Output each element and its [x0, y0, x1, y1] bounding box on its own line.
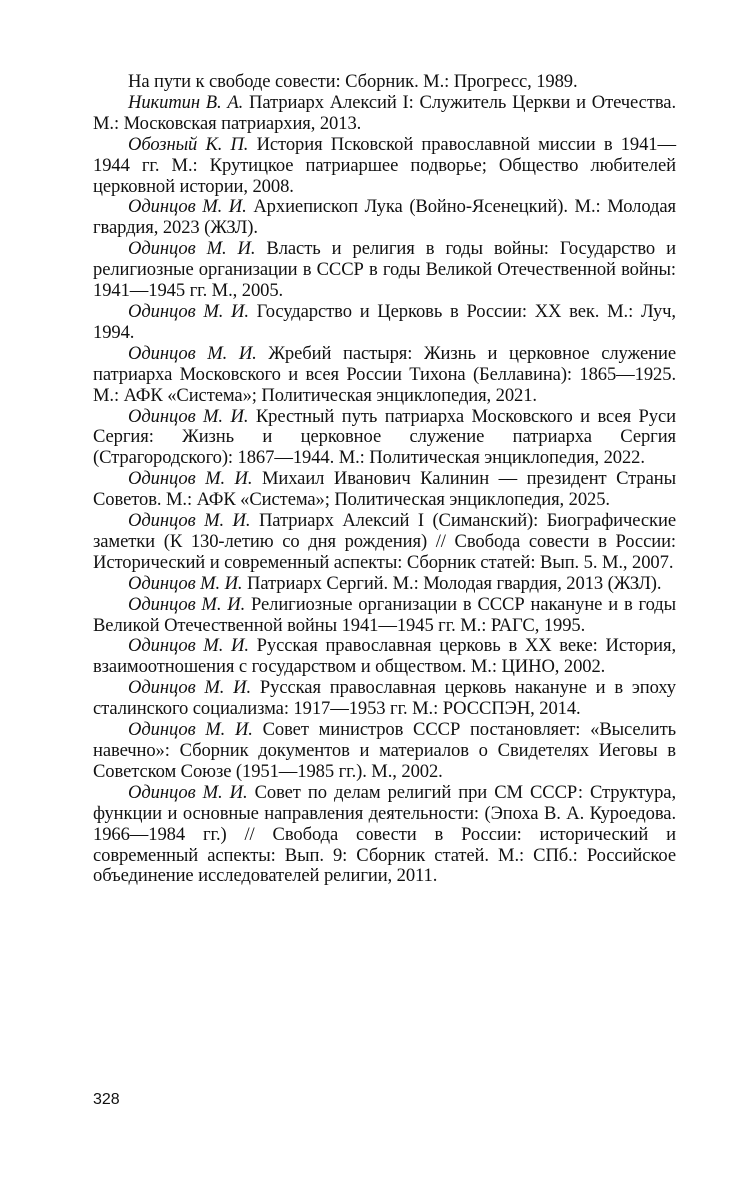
- page-number: 328: [93, 1091, 120, 1108]
- entry-author: Одинцов М. И.: [128, 510, 251, 532]
- entry-author: Одинцов М. И.: [128, 238, 256, 260]
- bibliography-entry: [93, 239, 676, 302]
- bibliography-entry: [93, 344, 676, 407]
- entry-text: Жребий пастыря: Жизнь и церковное служение патриарха Московского и всея России Тихона (Беллавина): 1865—1925. М.: АФК «Система»; Политическая энциклопедия, 2021.: [93, 342, 676, 406]
- entry-text: Патриарх Сергий. М.: Молодая гвардия, 2013 (ЖЗЛ).: [242, 572, 662, 594]
- bibliography-entry: [93, 93, 676, 135]
- entry-author: Одинцов М. И.: [128, 196, 247, 218]
- entry-author: Одинцов М. И.: [128, 635, 249, 657]
- bibliography-entry: [93, 636, 676, 678]
- entry-author: Одинцов М. И.: [128, 300, 249, 322]
- entry-text: Русская православная церковь накануне и в эпоху сталинского социализма: 1917—1953 гг. М.: РОССПЭН, 2014.: [93, 677, 676, 720]
- bibliography-entry: [93, 469, 676, 511]
- entry-text: Патриарх Алексий I: Служитель Церкви и Отечества. М.: Московская патриархия, 2013.: [93, 91, 676, 134]
- bibliography-entry: [93, 678, 676, 720]
- entry-author: Одинцов М. И.: [128, 781, 248, 803]
- bibliography-entry: [93, 595, 676, 637]
- entry-text: Государство и Церковь в России: XX век. М.: Луч, 1994.: [93, 300, 676, 343]
- entry-text: Патриарх Алексий I (Симанский): Биографические заметки (К 130-летию со дня рождения) // Свобода совести в России: Исторический и современный аспекты: Сборник статей: Вып. 5. М., 2007.: [93, 510, 676, 573]
- entry-text: Архиепископ Лука (Войно-Ясенецкий). М.: Молодая гвардия, 2023 (ЖЗЛ).: [93, 196, 676, 239]
- entry-text: Власть и религия в годы войны: Государство и религиозные организации в СССР в годы Великой Отечественной войны: 1941—1945 гг. М., 2005.: [93, 238, 676, 302]
- entry-text: Религиозные организации в СССР накануне и в годы Великой Отечественной войны 1941—1945 гг. М.: РАГС, 1995.: [93, 593, 676, 636]
- bibliography-entry: [93, 574, 676, 595]
- entry-author: Одинцов М. И.: [128, 572, 243, 594]
- entry-author: Одинцов М. И.: [128, 677, 252, 699]
- entry-author: Одинцов М. И.: [128, 468, 253, 490]
- entry-text: Русская православная церковь в XX веке: История, взаимоотношения с государством и обществом. М.: ЦИНО, 2002.: [93, 635, 676, 678]
- entry-text: История Псковской православной миссии в 1941—1944 гг. М.: Крутицкое патриаршее подворье; Общество любителей церковной истории, 2008.: [93, 133, 676, 197]
- entry-author: Одинцов М. И.: [128, 719, 253, 741]
- bibliography-entry: [93, 720, 676, 783]
- entry-text: Совет по делам религий при СМ СССР: Структура, функции и основные направления деятельности: (Эпоха В. А. Куроедова. 1966—1984 гг.) // Свобода совести в России: исторический и современный аспекты: Вып. 9: Сборник статей. М.: СПб.: Российское объединение исследователей религии, 2011.: [93, 781, 676, 887]
- bibliography-entry: [93, 511, 676, 574]
- entry-author: Одинцов М. И.: [128, 342, 257, 364]
- bibliography-entry: [93, 783, 676, 888]
- bibliography-entry: [93, 197, 676, 239]
- entry-author: Обозный К. П.: [128, 133, 249, 155]
- bibliography-entry: [93, 302, 676, 344]
- bibliography-entry: [93, 72, 676, 93]
- entry-text: На пути к свободе совести: Сборник. М.: Прогресс, 1989.: [128, 71, 578, 92]
- entry-author: Никитин В. А.: [128, 91, 244, 113]
- bibliography-page: [93, 72, 676, 887]
- entry-text: Совет министров СССР постановляет: «Выселить навечно»: Сборник документов и материалов о Свидетелях Иеговы в Советском Союзе (1951—1985 гг.). М., 2002.: [93, 719, 676, 782]
- bibliography-entry: [93, 135, 676, 198]
- entry-author: Одинцов М. И.: [128, 405, 249, 427]
- bibliography-entry: [93, 407, 676, 470]
- entry-text: Михаил Иванович Калинин — президент Страны Советов. М.: АФК «Система»; Политическая энциклопедия, 2025.: [93, 468, 676, 511]
- entry-text: Крестный путь патриарха Московского и всея Руси Сергия: Жизнь и церковное служение патриарха Сергия (Страгородского): 1867—1944. М.: Политическая энциклопедия, 2022.: [93, 405, 676, 469]
- entry-author: Одинцов М. И.: [128, 593, 246, 615]
